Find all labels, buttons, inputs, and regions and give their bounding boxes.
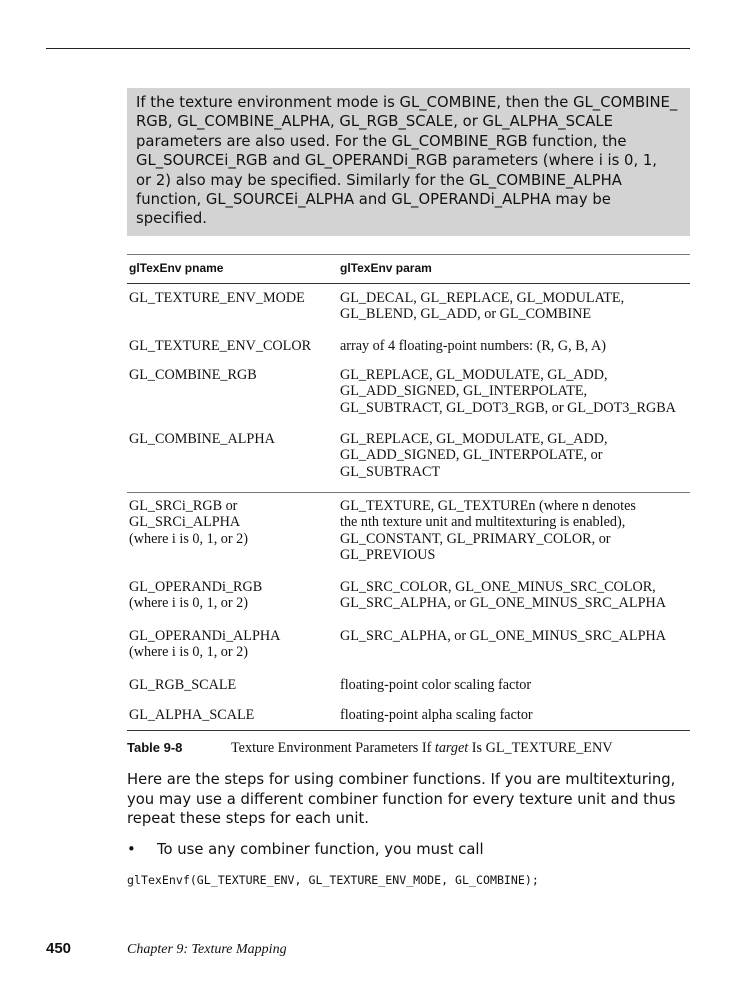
- note-line: specified.: [136, 210, 207, 228]
- table-row-param: [340, 628, 666, 644]
- header-pname: glTexEnv pname: [129, 261, 224, 275]
- cell-line: GL_COMBINE_RGB: [129, 367, 257, 383]
- cell-line: the nth texture unit and multitexturing is enabled),: [340, 514, 626, 531]
- cell-line: GL_OPERANDi_RGB: [129, 579, 263, 595]
- table-row-pname: [129, 628, 280, 661]
- cell-line: GL_SRC_COLOR, GL_ONE_MINUS_SRC_COLOR,: [340, 579, 656, 595]
- cell-line: GL_PREVIOUS: [340, 547, 436, 564]
- table-row-param: [340, 498, 636, 564]
- cell-line: GL_TEXTURE, GL_TEXTUREn (where n denotes: [340, 498, 636, 514]
- note-box: [127, 88, 690, 236]
- cell-line: GL_BLEND, GL_ADD, or GL_COMBINE: [340, 306, 592, 323]
- table-row-pname: [129, 290, 305, 306]
- caption-text-end: Is GL_TEXTURE_ENV: [468, 740, 613, 756]
- cell-line: GL_SRC_ALPHA, or GL_ONE_MINUS_SRC_ALPHA: [340, 595, 666, 612]
- cell-line: floating-point alpha scaling factor: [340, 707, 533, 723]
- para-line: Here are the steps for using combiner functions. If you are multitexturing,: [127, 771, 676, 788]
- note-line: or 2) also may be specified. Similarly for the GL_COMBINE_ALPHA: [136, 171, 622, 189]
- bullet-item: [127, 841, 484, 858]
- table-row-pname: [129, 431, 275, 447]
- cell-line: GL_RGB_SCALE: [129, 677, 237, 693]
- table-row-param: [340, 367, 676, 416]
- cell-line: GL_ALPHA_SCALE: [129, 707, 255, 723]
- cell-line: GL_SUBTRACT, GL_DOT3_RGB, or GL_DOT3_RGBA: [340, 399, 676, 416]
- table-caption: [127, 740, 612, 757]
- cell-line: GL_ADD_SIGNED, GL_INTERPOLATE, or: [340, 447, 603, 464]
- cell-line: GL_SUBTRACT: [340, 463, 441, 480]
- table-row-pname: [129, 677, 236, 693]
- table-row-pname: [129, 707, 254, 723]
- cell-line: GL_REPLACE, GL_MODULATE, GL_ADD,: [340, 431, 608, 447]
- cell-line: GL_TEXTURE_ENV_MODE: [129, 290, 305, 306]
- table-bottom-rule: [127, 730, 690, 731]
- table-row-param: [340, 579, 666, 612]
- table-row-param: [340, 290, 624, 323]
- cell-line: GL_TEXTURE_ENV_COLOR: [129, 338, 312, 354]
- cell-line: (where i is 0, 1, or 2): [129, 595, 248, 612]
- cell-line: (where i is 0, 1, or 2): [129, 644, 248, 661]
- cell-line: GL_SRCi_ALPHA: [129, 514, 241, 531]
- page-number: 450: [46, 940, 72, 957]
- cell-line: GL_REPLACE, GL_MODULATE, GL_ADD,: [340, 367, 608, 383]
- table-row-param: [340, 707, 533, 723]
- table-row-pname: [129, 498, 248, 547]
- bullet-mark: •: [127, 841, 136, 858]
- table-row-param: [340, 431, 608, 480]
- caption-text: Texture Environment Parameters If: [231, 740, 435, 756]
- table-row-param: [340, 677, 531, 693]
- cell-line: (where i is 0, 1, or 2): [129, 530, 248, 547]
- caption-italic: target: [434, 740, 469, 756]
- table-row-pname: [129, 579, 262, 612]
- cell-line: GL_OPERANDi_ALPHA: [129, 628, 281, 644]
- body-paragraph: [127, 770, 697, 829]
- cell-line: GL_CONSTANT, GL_PRIMARY_COLOR, or: [340, 530, 611, 547]
- note-line: RGB, GL_COMBINE_ALPHA, GL_RGB_SCALE, or GL_ALPHA_SCALE: [136, 113, 614, 131]
- chapter-title: Chapter 9: Texture Mapping: [127, 942, 287, 957]
- para-line: you may use a different combiner function for every texture unit and thus: [127, 790, 676, 808]
- cell-line: GL_COMBINE_ALPHA: [129, 431, 275, 447]
- table-mid-rule: [127, 492, 690, 493]
- cell-line: GL_SRC_ALPHA, or GL_ONE_MINUS_SRC_ALPHA: [340, 628, 666, 644]
- note-line: parameters are also used. For the GL_COMBINE_RGB function, the: [136, 132, 627, 150]
- note-line: GL_SOURCEi_RGB and GL_OPERANDi_RGB parameters (where i is 0, 1,: [136, 152, 657, 170]
- cell-line: GL_DECAL, GL_REPLACE, GL_MODULATE,: [340, 290, 625, 306]
- top-rule: [46, 48, 690, 49]
- table-row-param: [340, 338, 606, 354]
- table-top-rule: [127, 254, 690, 255]
- para-line: repeat these steps for each unit.: [127, 810, 369, 828]
- cell-line: floating-point color scaling factor: [340, 677, 532, 693]
- table-row-pname: [129, 367, 257, 383]
- bullet-text: To use any combiner function, you must call: [157, 841, 484, 858]
- cell-line: GL_ADD_SIGNED, GL_INTERPOLATE,: [340, 383, 588, 400]
- note-line: function, GL_SOURCEi_ALPHA and GL_OPERANDi_ALPHA may be: [136, 191, 611, 209]
- code-line: glTexEnvf(GL_TEXTURE_ENV, GL_TEXTURE_ENV_MODE, GL_COMBINE);: [127, 873, 539, 887]
- header-rule: [127, 283, 690, 284]
- note-line: If the texture environment mode is GL_COMBINE, then the GL_COMBINE_: [136, 94, 678, 111]
- caption-label: Table 9-8: [127, 740, 183, 755]
- cell-line: GL_SRCi_RGB or: [129, 498, 238, 514]
- cell-line: array of 4 floating-point numbers: (R, G, B, A): [340, 338, 606, 354]
- table-row-pname: [129, 338, 311, 354]
- header-param: glTexEnv param: [340, 261, 432, 275]
